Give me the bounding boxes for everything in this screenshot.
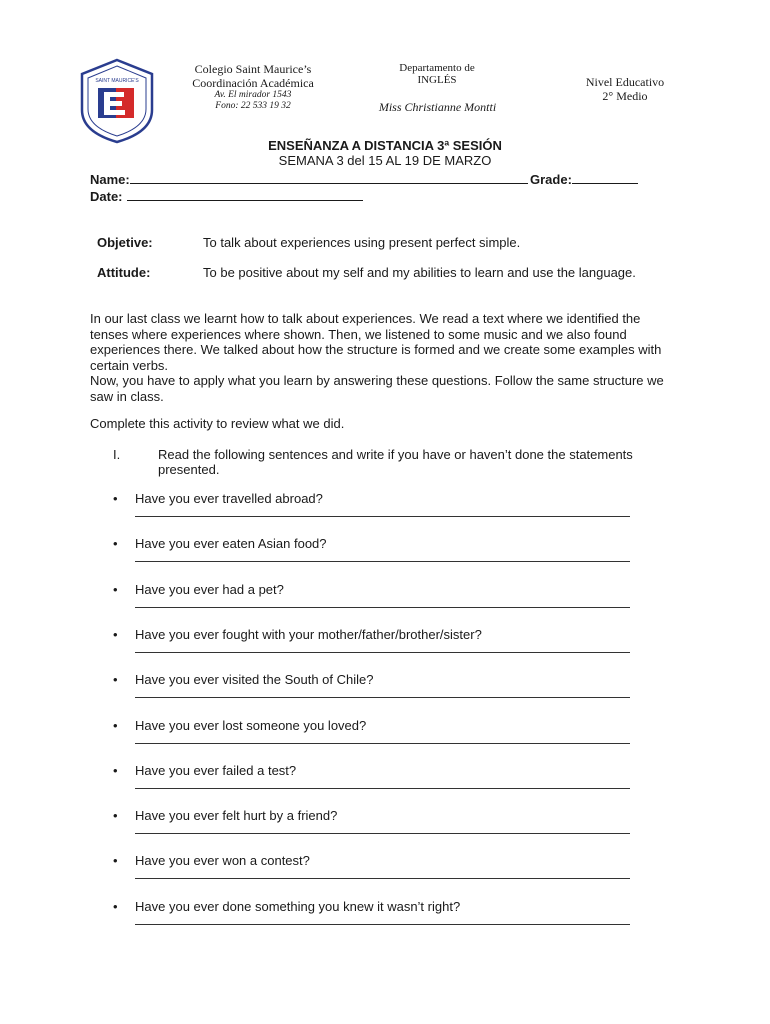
question-text: Have you ever travelled abroad? xyxy=(135,491,323,506)
grade-field xyxy=(530,171,638,187)
question-text: Have you ever failed a test? xyxy=(135,762,297,778)
question-text: Have you ever done something you knew it wasn’t right? xyxy=(135,898,461,914)
name-input-line[interactable] xyxy=(130,171,528,184)
objective-label: Objetive: xyxy=(97,235,153,250)
question-text: Have you ever fought with your mother/father/brother/sister? xyxy=(135,626,482,642)
answer-line[interactable] xyxy=(135,787,630,789)
answer-line[interactable] xyxy=(135,651,630,653)
bullet-icon: • xyxy=(113,808,118,824)
school-crest-logo xyxy=(78,58,156,144)
bullet-icon: • xyxy=(113,717,118,733)
school-name: Colegio Saint Maurice’s xyxy=(194,62,312,76)
name-label: Name: xyxy=(90,172,130,187)
department-line-1: Departamento de xyxy=(399,62,475,74)
answer-line[interactable] xyxy=(135,696,630,698)
objective-text: To talk about experiences using present perfect simple. xyxy=(203,235,521,250)
page-subtitle: SEMANA 3 del 15 AL 19 DE MARZO xyxy=(278,153,492,168)
bullet-icon: • xyxy=(113,581,118,597)
question-text: Have you ever eaten Asian food? xyxy=(135,536,327,552)
grade-label: Grade: xyxy=(530,172,572,187)
question-text: Have you ever visited the South of Chile? xyxy=(135,672,374,688)
department-line-2: INGLÉS xyxy=(417,74,457,86)
date-label: Date: xyxy=(90,189,123,204)
answer-line[interactable] xyxy=(135,606,630,608)
bullet-icon: • xyxy=(113,898,118,914)
question-text: Have you ever felt hurt by a friend? xyxy=(135,808,338,824)
complete-instruction: Complete this activity to review what we did. xyxy=(90,416,345,431)
answer-line[interactable] xyxy=(135,560,630,562)
question-text: Have you ever lost someone you loved? xyxy=(135,717,367,733)
answer-line[interactable] xyxy=(135,877,630,879)
school-phone: Fono: 22 533 19 32 xyxy=(215,101,291,111)
department-info xyxy=(372,62,502,86)
attitude-label: Attitude: xyxy=(97,265,151,280)
section-instruction: Read the following sentences and write if you have or haven’t done the statements presented. xyxy=(158,447,633,477)
answer-line[interactable] xyxy=(135,832,630,834)
bullet-icon: • xyxy=(113,853,118,869)
bullet-icon: • xyxy=(113,762,118,778)
intro-paragraph-2: Now, you have to apply what you learn by answering these questions. Follow the same structure we saw in class. xyxy=(90,373,664,404)
bullet-icon: • xyxy=(113,626,118,642)
attitude-text: To be positive about my self and my abilities to learn and use the language. xyxy=(203,265,636,280)
grade-input-line[interactable] xyxy=(572,171,638,184)
answer-line[interactable] xyxy=(135,923,630,925)
bullet-icon: • xyxy=(113,672,118,688)
name-field xyxy=(90,171,528,187)
level-line-1: Nivel Educativo xyxy=(585,75,665,89)
level-info xyxy=(570,75,680,103)
intro-paragraph xyxy=(90,311,680,404)
bullet-icon: • xyxy=(113,536,118,552)
crest-lettering: SAINT MAURICE'S xyxy=(95,78,139,84)
answer-line[interactable] xyxy=(135,742,630,744)
bullet-icon: • xyxy=(113,491,118,506)
date-input-line[interactable] xyxy=(127,188,363,201)
section-number: I. xyxy=(113,447,121,462)
page-title: ENSEÑANZA A DISTANCIA 3ª SESIÓN xyxy=(268,138,502,153)
intro-paragraph-1: In our last class we learnt how to talk about experiences. We read a text where we identified the tenses where experiences where shown. Then, we listened to some music and we also found experiences there. We talked about how the structure is formed and we create some examples with certain verbs. xyxy=(90,311,662,373)
school-department: Coordinación Académica xyxy=(192,76,314,90)
teacher-name: Miss Christianne Montti xyxy=(378,100,497,114)
school-info xyxy=(178,62,328,112)
school-address: Av. El mirador 1543 xyxy=(214,90,292,100)
date-field xyxy=(90,188,363,204)
answer-line[interactable] xyxy=(135,515,630,517)
level-line-2: 2° Medio xyxy=(602,89,648,103)
question-text: Have you ever had a pet? xyxy=(135,581,284,597)
question-text: Have you ever won a contest? xyxy=(135,853,310,869)
